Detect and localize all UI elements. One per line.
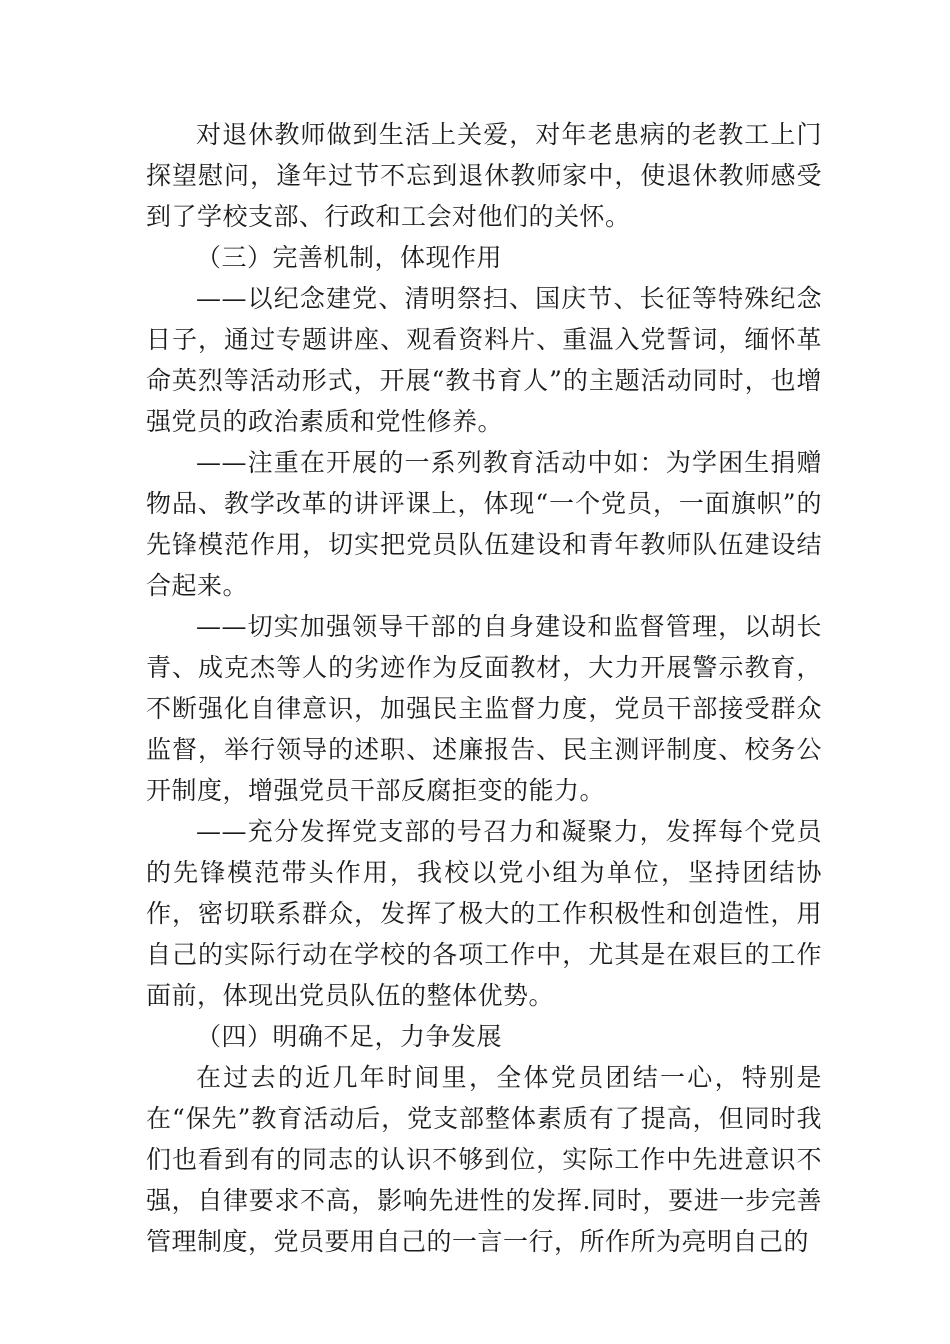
paragraph-education-activities: ——注重在开展的一系列教育活动中如：为学困生捐赠物品、教学改革的讲评课上，体现“一个党员，一面旗帜”的先锋模范作用，切实把党员队伍建设和青年教师队伍建设结合起来。: [146, 448, 822, 600]
paragraph-party-branch-role: ——充分发挥党支部的号召力和凝聚力，发挥每个党员的先锋模范带头作用，我校以党小组为单位，坚持团结协作，密切联系群众，发挥了极大的工作积极性和创造性，用自己的实际行动在学校的各项工作中，尤其是在艰巨的工作面前，体现出党员队伍的整体优势。: [146, 817, 822, 1010]
document-body: [146, 114, 822, 1262]
section-heading-3: （三）完善机制，体现作用: [196, 243, 503, 272]
paragraph-shortcomings: 在过去的近几年时间里，全体党员团结一心，特别是在“保先”教育活动后，党支部整体素质有了提高，但同时我们也看到有的同志的认识不够到位，实际工作中先进意识不强，自律要求不高，影响先进性的发挥.同时，要进一步完善管理制度，党员要用自己的一言一行，所作所为亮明自己的: [146, 1063, 822, 1256]
paragraph-leadership-supervision: ——切实加强领导干部的自身建设和监督管理，以胡长青、成克杰等人的劣迹作为反面教材，大力开展警示教育，不断强化自律意识，加强民主监督力度，党员干部接受群众监督，举行领导的述职、述廉报告、民主测评制度、校务公开制度，增强党员干部反腐拒变的能力。: [146, 612, 822, 805]
paragraph-retired-teachers-care: 对退休教师做到生活上关爱，对年老患病的老教工上门探望慰问，逢年过节不忘到退休教师家中，使退休教师感受到了学校支部、行政和工会对他们的关怀。: [146, 120, 822, 231]
paragraph-commemoration-activities: ——以纪念建党、清明祭扫、国庆节、长征等特殊纪念日子，通过专题讲座、观看资料片、重温入党誓词，缅怀革命英烈等活动形式，开展“教书育人”的主题活动同时，也增强党员的政治素质和党性修养。: [146, 284, 822, 436]
section-heading-4: （四）明确不足，力争发展: [196, 1022, 503, 1051]
